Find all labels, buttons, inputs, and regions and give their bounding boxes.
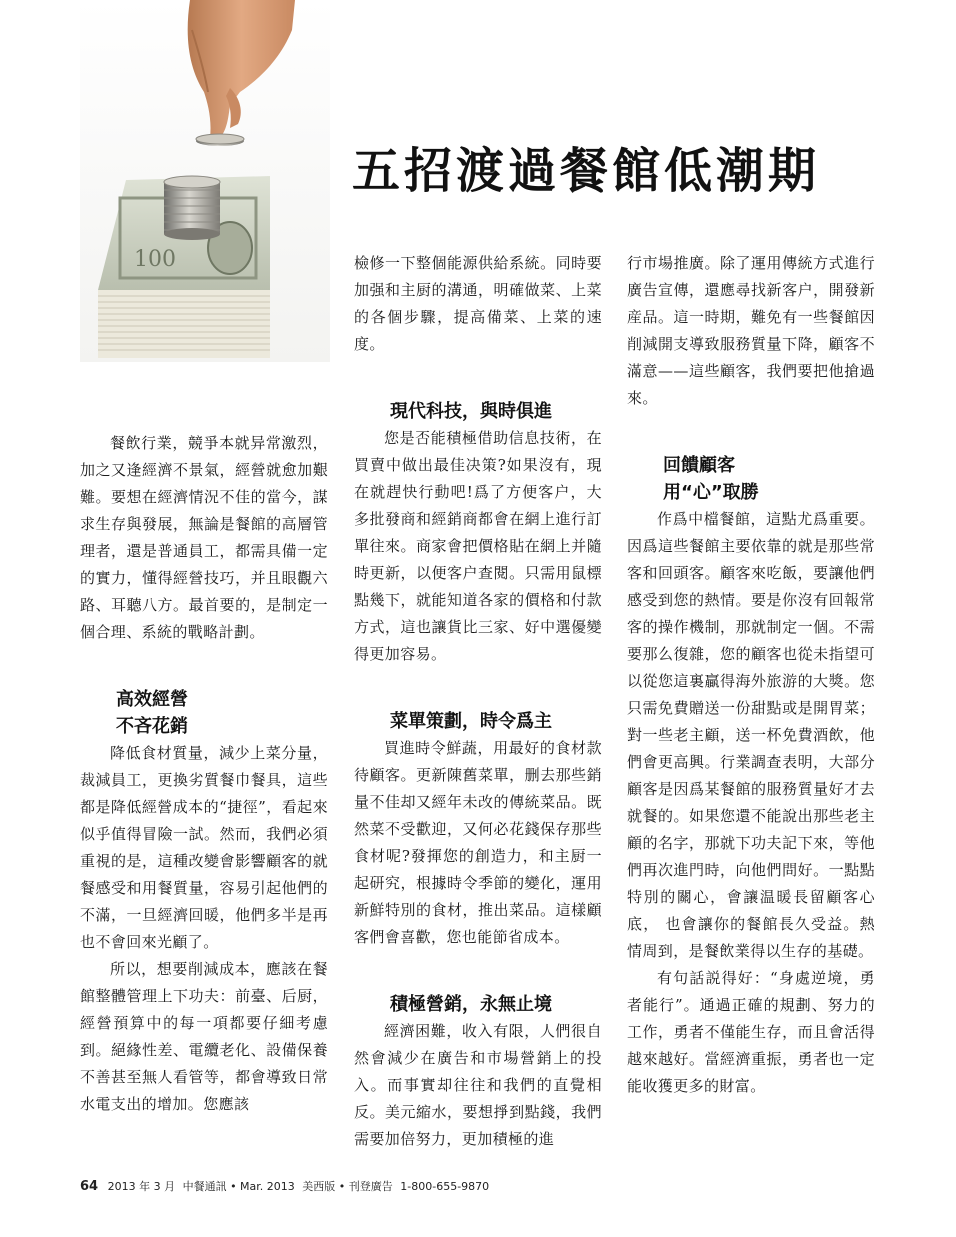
section-heading-2: 現代科技，與時俱進 — [390, 401, 552, 422]
section-3-paragraph-1: 買進時令鮮蔬，用最好的食材款待顧客。更新陳舊菜單，删去那些銷量不佳却又經年未改的傳統菜品。既然菜不受歡迎，又何必花錢保存那些食材呢?發揮您的創造力，和主厨一起研究，根據時令季節的變化，運用新鮮特別的食材，推出菜品。這樣顧客們會喜歡，您也能節省成本。 — [354, 739, 602, 946]
article-title: 五招渡過餐館低潮期 — [352, 143, 821, 199]
section-4-paragraph-2: 行市場推廣。除了運用傳統方式進行廣告宣傳，還應尋找新客户，開發新産品。這一時期，難免有一些餐館因削減開支導致服務質量下降，顧客不滿意——這些顧客，我們要把他搶過來。 — [627, 254, 875, 407]
section-1-paragraph-3: 檢修一下整個能源供給系統。同時要加强和主厨的溝通，明確做菜、上菜的各個步驟，提高備菜、上菜的速度。 — [354, 254, 602, 353]
footer-phone: 1-800-655-9870 — [400, 1180, 490, 1193]
section-heading-1b: 不吝花銷 — [116, 716, 188, 737]
footer-publication: 中餐通訊 • Mar. 2013 — [182, 1180, 295, 1193]
footer-date: 2013 年 3 月 — [107, 1180, 176, 1193]
section-5-paragraph-2: 有句話説得好：“身處逆境，勇者能行”。通過正確的規劃、努力的工作，勇者不僅能生存，而且會活得越來越好。當經濟重振，勇者也一定能收獲更多的財富。 — [627, 969, 875, 1095]
page-footer — [80, 1178, 940, 1194]
hero-photo-coins-money — [80, 0, 330, 362]
intro-paragraph: 餐飲行業，競爭本就异常激烈，加之又逢經濟不景氣，經營就愈加艱難。要想在經濟情況不佳的當今，謀求生存與發展，無論是餐館的高層管理者，還是普通員工，都需具備一定的實力，懂得經營技巧，并且眼觀六路、耳聽八方。最首要的，是制定一個合理、系統的戰略計劃。 — [80, 434, 328, 641]
svg-text:100: 100 — [134, 247, 176, 272]
section-heading-5a: 回饋顧客 — [663, 455, 735, 476]
section-4-paragraph-1: 經濟困難，收入有限，人們很自然會減少在廣告和市場營銷上的投入。而事實却往往和我們的直覺相反。美元縮水，要想掙到點錢，我們需要加倍努力，更加積極的進 — [354, 1022, 602, 1148]
column-2 — [354, 250, 602, 1153]
section-5-paragraph-1: 作爲中檔餐館，這點尤爲重要。因爲這些餐館主要依靠的就是那些常客和回頭客。顧客來吃飯，要讓他們感受到您的熱情。要是你沒有回報常客的操作機制，那就制定一個。不需要那么復雜，您的顧客也從未指望可以從您這裏贏得海外旅游的大獎。您只需免費贈送一份甜點或是開胃菜；對一些老主顧，送一杯免費酒飲，他們會更高興。行業調查表明，大部分顧客是因爲某餐館的服務質量好才去就餐的。如果您還不能說出那些老主顧的名字，那就下功夫記下來，等他們再次進門時，向他們問好。一點點特別的關心，會讓温暖長留顧客心底， 也會讓你的餐館長久受益。熱情周到，是餐飲業得以生存的基礎。 — [627, 510, 875, 960]
section-heading-5b: 用“心”取勝 — [663, 482, 759, 503]
footer-edition: 美西版 • 刊登廣告 — [302, 1180, 393, 1193]
section-1-paragraph-1: 降低食材質量，減少上菜分量，裁減員工，更換劣質餐巾餐具，這些都是降低經營成本的“捷徑”，看起來似乎值得冒險一試。然而，我們必須重視的是，這種改變會影響顧客的就餐感受和用餐質量，容易引起他們的不滿，一旦經濟回暖，他們多半是再也不會回來光顧了。 — [80, 744, 328, 951]
page-number: 64 — [80, 1179, 99, 1194]
section-heading-1a: 高效經營 — [116, 689, 188, 710]
column-1 — [80, 430, 328, 1118]
section-1-paragraph-2: 所以，想要削減成本，應該在餐館整體管理上下功夫：前臺、后厨，經營預算中的每一項都要仔細考慮到。絕緣性差、電纜老化、設備保養不善甚至無人看管等，都會導致日常水電支出的增加。您應該 — [80, 960, 328, 1113]
column-3 — [627, 250, 875, 1100]
section-heading-3: 菜單策劃，時令爲主 — [390, 711, 552, 732]
section-2-paragraph-1: 您是否能積極借助信息技術，在買賣中做出最佳决策?如果沒有，現在就趕快行動吧!爲了方便客户，大多批發商和經銷商都會在網上進行訂單往來。商家會把價格貼在網上并隨時更新，以便客户查閱。只需用鼠標點幾下，就能知道各家的價格和付款方式，這也讓貨比三家、好中選優變得更加容易。 — [354, 429, 602, 663]
section-heading-4: 積極營銷，永無止境 — [390, 994, 552, 1015]
